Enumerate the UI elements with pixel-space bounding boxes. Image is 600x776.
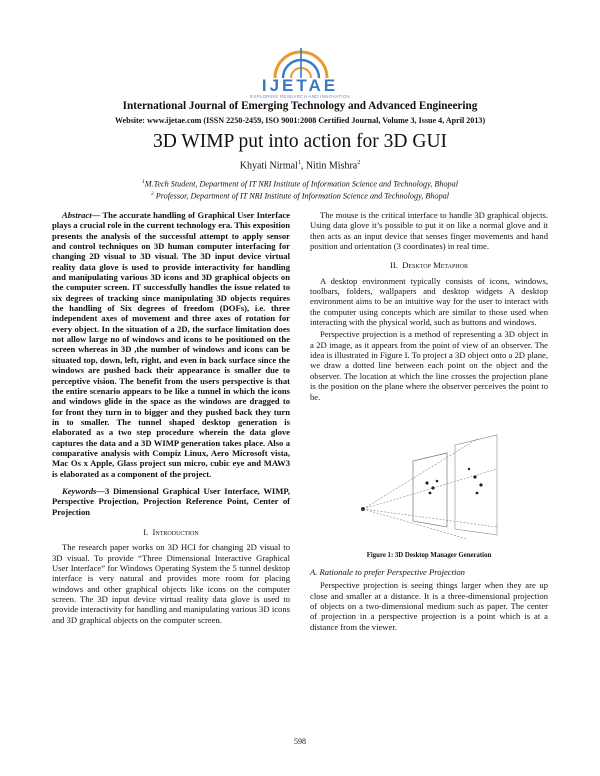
- author-superscript: 2: [357, 160, 361, 166]
- left-column: [52, 210, 290, 625]
- paper-title: 3D WIMP put into action for 3D GUI: [152, 131, 448, 152]
- right-column: [310, 210, 548, 402]
- page-number: 598: [294, 737, 306, 746]
- affiliation-2: $^2$ Professor, Department of IT NRI Institute of Information Science and Technology, Bhopal: [150, 191, 450, 201]
- mouse-paragraph: The mouse is the critical interface to handle 3D graphical objects. Using data glove it’s possible to put it on like a normal glove and it then acts as an input device that senses finger movements and hand position and orientation (3 coordinates) in real time.: [310, 210, 548, 252]
- figure-perspective-projection: [357, 431, 503, 541]
- keywords-text: 3 Dimensional Graphical User Interface, WIMP, Perspective Projection, Projection Reference Point, Center of Projection: [52, 485, 290, 517]
- desktop-paragraph: A desktop environment typically consists of icons, windows, toolbars, folders, wallpapers and desktop widgets A desktop environment aims to be an intuitive way for the user to interact with the computer using concepts which are similar to those used when interacting with the physical world, such as buttons and windows.: [310, 275, 548, 328]
- right-column-lower: [310, 564, 548, 632]
- rationale-paragraph: Perspective projection is seeing things larger when they are up close and smaller at a distance. It is a three-dimensional projection of objects on a two-dimensional medium such as paper. The center of projection in a perspective projection is a point which is at a distance from the viewer.: [310, 580, 548, 632]
- perspective-paragraph: Perspective projection is a method of representing a 3D object in a 2D image, as it appears from the point of view of an observer. The idea is illustrated in Figure I. To project a 3D object onto a 2D plane, we draw a dotted line between each point on the object and the observer. The location at which the line crosses the projection plane is the position on the plane where the observer perceives the point to be.: [310, 329, 548, 402]
- author-name: Nitin Mishra: [305, 160, 358, 172]
- author-superscript: 1: [297, 160, 301, 166]
- section-heading-desktop-metaphor: II. Desktop Metaphor: [390, 260, 468, 271]
- author-name: Khyati Nirmal: [239, 160, 298, 172]
- abstract-text: The accurate handling of Graphical User Interface plays a crucial role in the current technology era. This exposition presents the analysis of the successful attempt to apply sensor and control techniques on 3D human computer interfacing for changing 2D visual to 3D visual. The 3D input device virtual reality data glove is used to provide interactivity for handling and manipulating various 3D icons and 3D graphical objects on the computer screen. IT successfully handles the issue related to six degrees of tracking since manipulating 3D objects requires the handling of Six degrees of freedom (DOFs), i.e. three independent axes of movement and three axes of rotation for every object. In the situation of a 2D, the surface limitation does not allow large no of windows and icons to be positioned on the screen whereas in 3D ,the number of windows and icons can be situated top, down, left, right, and even in back surface since the windows are pushed back their appearance is smaller due to perceptive vision. The benefit from the users perspective is that the entire scenario appears to be like a tunnel in which the icons and windows glide in the space as the windows are dragged to for front they turn in to bigger and they pushed back they turn in to smaller. The tunnel shaped desktop generation is elaborated as a two step procedure wherein the data glove captures the data and a 3D WIMP generation takes place. Also a comparative analysis with Compiz Linux, Aero Microsoft vista, Mac Os x Apple, Glass project sun micro, cubic eye and MAW3 is elaborated as a component of the project.: [52, 210, 290, 479]
- keywords-label: Keywords—: [62, 485, 105, 496]
- logo-wordmark: IJETAE: [261, 76, 339, 95]
- intro-paragraph: The research paper works on 3D HCI for changing 2D visual to 3D visual. To provide “Three Dimensional Interactive Graphical User Interface” for Windows Operating System the 5 tunnel desktop interface is very natural and provides more room for placing windows and other graphical objects like icons on the computer screen. The 3D input device virtual reality data glove is used to provide interactivity for handling and manipulating various 3D icons and 3D graphical objects on the computer screen.: [52, 542, 290, 625]
- keywords: [52, 486, 290, 517]
- journal-name: International Journal of Emerging Technology and Advanced Engineering: [122, 100, 478, 112]
- abstract-label: Abstract—: [62, 210, 101, 220]
- subsection-heading-rationale: A. Rationale to prefer Perspective Projection: [310, 567, 465, 577]
- author-separator: ,: [300, 160, 306, 172]
- figure-caption: Figure 1: 3D Desktop Manager Generation: [366, 552, 492, 559]
- journal-website-line: Website: www.ijetae.com (ISSN 2250-2459, ISO 9001:2008 Certified Journal, Volume 3, Issue 4, April 2013): [114, 116, 486, 125]
- author-line: [0, 160, 600, 171]
- affiliation-1: $^1$M.Tech Student, Department of IT NRI Institute of Information Science and Technology, Bhopal: [141, 179, 459, 189]
- abstract: [52, 210, 290, 479]
- logo-tagline: EXPLORING RESEARCH AND INNOVATION: [249, 94, 351, 99]
- section-heading-introduction: I. Introduction: [143, 526, 199, 537]
